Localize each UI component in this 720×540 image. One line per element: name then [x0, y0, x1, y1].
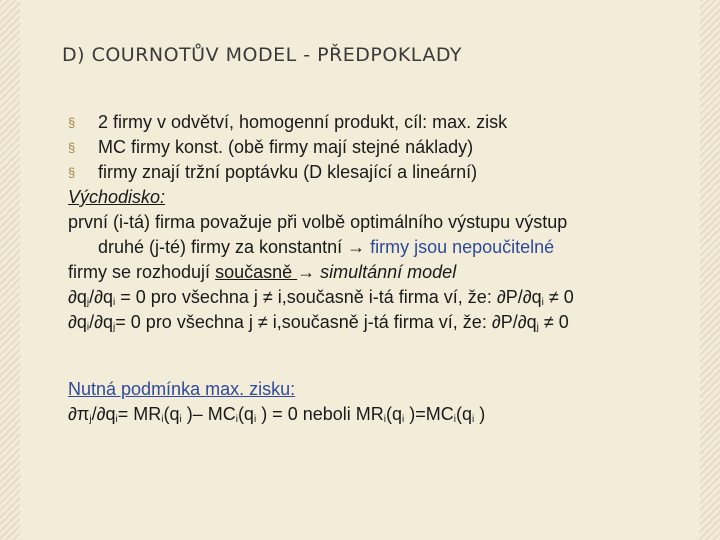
eq-sub: i	[253, 414, 257, 425]
slide-content	[68, 110, 698, 427]
eq-sub: j	[536, 322, 539, 333]
bullet-text: MC firmy konst. (obě firmy mají stejné náklady)	[98, 137, 474, 157]
line-text: druhé (j-té) firmy za konstantní	[98, 237, 348, 257]
bullet-item	[68, 110, 698, 135]
bullet-icon: §	[68, 140, 76, 155]
eq-sub: i	[179, 414, 182, 425]
bullet-item	[68, 135, 698, 160]
eq-sub: i	[541, 297, 544, 308]
eq-part: (q	[237, 404, 254, 424]
slide-title: D) COURNOTŮV MODEL - PŘEDPOKLADY	[62, 44, 463, 66]
highlight-text: firmy jsou nepoučitelné	[365, 237, 555, 257]
eq-sub: i	[235, 414, 238, 425]
eq-part: = 0 pro všechna j ≠ i,současně i-tá firma ví, že: ∂P/∂q	[115, 287, 542, 307]
paragraph-line	[68, 235, 698, 260]
eq-part: = 0 pro všechna j ≠ i,současně j-tá firma ví, že: ∂P/∂q	[115, 312, 537, 332]
right-frame-decoration	[700, 0, 720, 540]
eq-part: (q	[163, 404, 180, 424]
eq-part: ≠ 0	[538, 312, 569, 332]
eq-part: (q	[385, 404, 402, 424]
equation-line	[68, 285, 698, 310]
eq-part: )	[474, 404, 486, 424]
eq-sub: j	[113, 322, 116, 333]
eq-part: )=MC	[404, 404, 454, 424]
bullet-item	[68, 160, 698, 185]
eq-sub: i	[86, 322, 90, 333]
vychodisko-label: Východisko:	[68, 187, 166, 207]
eq-part: = MR	[117, 404, 162, 424]
eq-part: /∂q	[89, 312, 114, 332]
condition-label: Nutná podmínka max. zisku:	[68, 379, 296, 399]
bullet-icon: §	[68, 115, 76, 130]
eq-sub: i	[113, 297, 116, 308]
eq-part: /∂q	[91, 404, 116, 424]
underlined-text: současně	[215, 262, 298, 282]
eq-part: (q	[455, 404, 472, 424]
eq-part: ∂q	[68, 287, 87, 307]
eq-sub: j	[86, 297, 90, 308]
eq-sub: i	[471, 414, 475, 425]
spacer	[68, 335, 698, 377]
italic-text: simultánní model	[315, 262, 457, 282]
eq-part: /∂q	[89, 287, 114, 307]
eq-part: ≠ 0	[543, 287, 574, 307]
bullet-text: 2 firmy v odvětví, homogenní produkt, cíl: max. zisk	[98, 112, 508, 132]
left-frame-decoration	[0, 0, 20, 540]
equation-line	[68, 310, 698, 335]
paragraph-line	[68, 260, 698, 285]
bullet-text: firmy znají tržní poptávku (D klesající a lineární)	[98, 162, 478, 182]
condition-equation	[68, 402, 698, 427]
bullet-icon: §	[68, 165, 76, 180]
vychodisko-heading	[68, 185, 698, 210]
eq-sub: i	[161, 414, 164, 425]
eq-part: ∂q	[68, 312, 87, 332]
line-text: firmy se rozhodují	[68, 262, 216, 282]
eq-sub: i	[115, 414, 118, 425]
eq-part: )– MC	[181, 404, 236, 424]
eq-sub: i	[453, 414, 456, 425]
paragraph-line: první (i-tá) firma považuje při volbě optimálního výstupu výstup	[68, 212, 568, 232]
eq-sub: i	[383, 414, 386, 425]
eq-sub: j	[89, 414, 92, 425]
condition-heading	[68, 377, 698, 402]
eq-part: ) = 0 neboli MR	[256, 404, 384, 424]
arrow-icon: →	[347, 237, 366, 257]
eq-part: ∂π	[68, 404, 90, 424]
eq-sub: i	[402, 414, 405, 425]
arrow-icon: →	[297, 262, 316, 282]
